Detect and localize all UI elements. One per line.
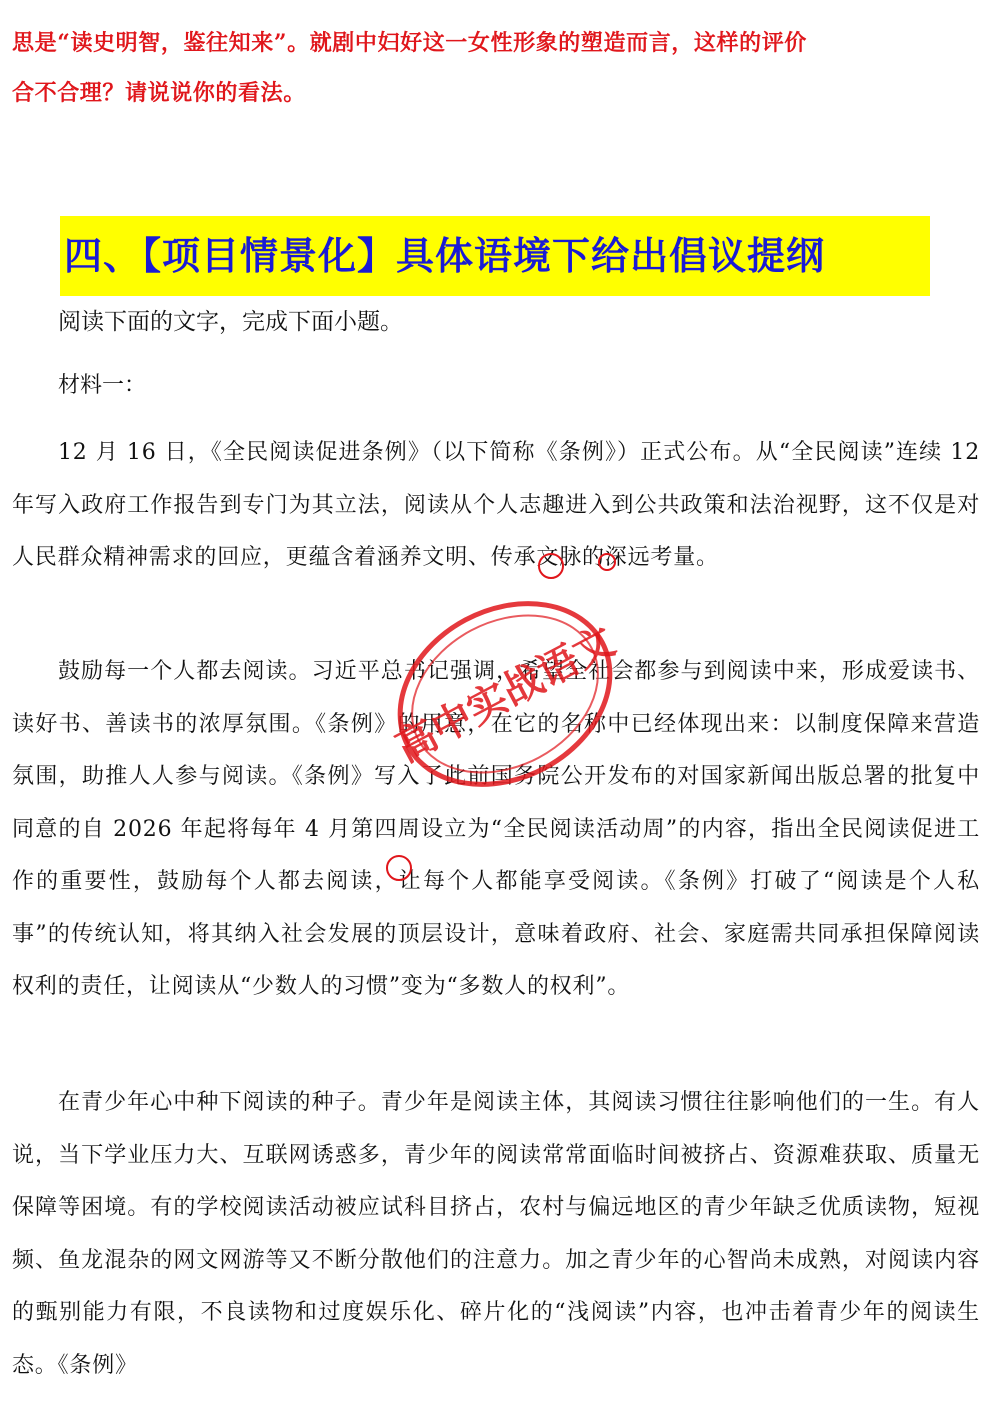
paragraph-1: 12 月 16 日，《全民阅读促进条例》（以下简称《条例》）正式公布。从“全民阅读”连续 12 年写入政府工作报告到专门为其立法，阅读从个人志趣进入到公共政策和法治视野，这不仅是对人民群众精神需求的回应，更蕴含着涵养文明、传承文脉的深远考量。 — [12, 440, 980, 570]
material-label: 材料一： — [58, 373, 147, 398]
paragraph-3: 在青少年心中种下阅读的种子。青少年是阅读主体，其阅读习惯往往影响他们的一生。有人说，当下学业压力大、互联网诱惑多，青少年的阅读常常面临时间被挤占、资源难获取、质量无保障等困境。有的学校阅读活动被应试科目挤占，农村与偏远地区的青少年缺乏优质读物，短视频、鱼龙混杂的网文网游等又不断分散他们的注意力。加之青少年的心智尚未成熟，对阅读内容的甄别能力有限，不良读物和过度娱乐化、碎片化的“浅阅读”内容，也冲击着青少年的阅读生态。《条例》 — [12, 1090, 980, 1378]
question-text — [12, 18, 980, 118]
red-mark-circle — [538, 553, 564, 579]
red-mark-circle — [598, 553, 616, 571]
intro-instruction: 阅读下面的文字，完成下面小题。 — [58, 309, 403, 335]
section-heading: 四、【项目情景化】具体语境下给出倡议提纲 — [64, 234, 826, 278]
question-line-2: 合不合理？请说说你的看法。 — [12, 80, 306, 106]
stamp-text: 高中实战语文 — [388, 618, 623, 772]
section-heading-highlight — [60, 216, 930, 296]
red-mark-circle — [386, 855, 412, 881]
paragraph-2: 鼓励每一个人都去阅读。习近平总书记强调，希望全社会都参与到阅读中来，形成爱读书、读好书、善读书的浓厚氛围。《条例》的用意，在它的名称中已经体现出来：以制度保障来营造氛围，助推人人参与阅读。《条例》写入了此前国务院公开发布的对国家新闻出版总署的批复中同意的自 2026 年起将每年 4 月第四周设立为“全民阅读活动周”的内容，指出全民阅读促进工作的重要性，鼓励每个人都去阅读，让每个人都能享受阅读。《条例》打破了“阅读是个人私事”的传统认知，将其纳入社会发展的顶层设计，意味着政府、社会、家庭需共同承担保障阅读权利的责任，让阅读从“少数人的习惯”变为“多数人的权利”。 — [12, 659, 980, 999]
question-line-1: 思是“读史明智，鉴往知来”。就剧中妇好这一女性形象的塑造而言，这样的评价 — [12, 30, 807, 56]
